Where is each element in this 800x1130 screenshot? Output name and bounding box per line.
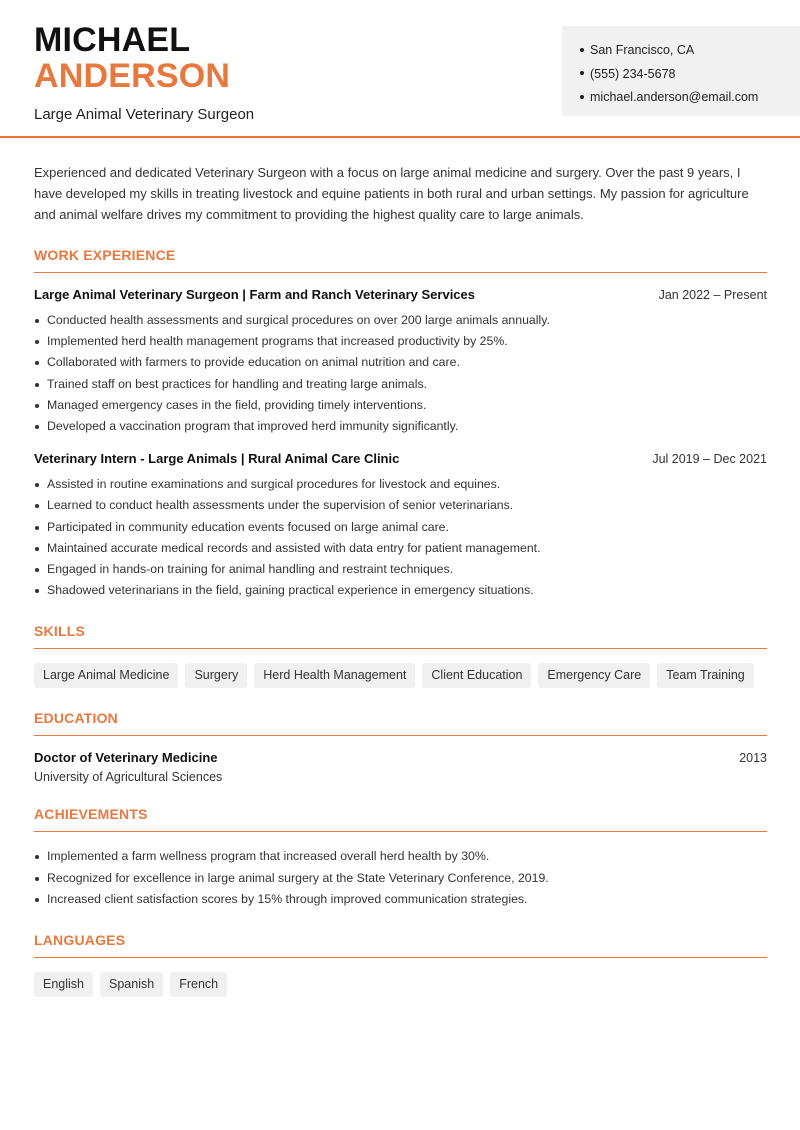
skill-tag: Team Training — [657, 663, 754, 688]
list-item: Increased client satisfaction scores by 15% through improved communication strategies. — [34, 889, 767, 910]
work-experience-list — [34, 287, 767, 601]
resume-body — [34, 162, 767, 997]
contact-location — [580, 39, 800, 63]
list-item: Recognized for excellence in large animal surgery at the State Veterinary Conference, 2019. — [34, 868, 767, 889]
list-item: Maintained accurate medical records and assisted with data entry for patient management. — [34, 538, 767, 559]
skill-tag: Surgery — [185, 663, 247, 688]
section-title-education: EDUCATION — [34, 710, 767, 736]
job-bullets — [34, 310, 767, 437]
phone-text: (555) 234-5678 — [590, 66, 676, 81]
section-title-achievements: ACHIEVEMENTS — [34, 806, 767, 832]
list-item: Engaged in hands-on training for animal handling and restraint techniques. — [34, 559, 767, 580]
job-role: Veterinary Intern - Large Animals | Rural Animal Care Clinic — [34, 451, 400, 467]
job-dates: Jul 2019 – Dec 2021 — [652, 452, 767, 467]
education-year: 2013 — [739, 751, 767, 766]
list-item: Learned to conduct health assessments under the supervision of senior veterinarians. — [34, 495, 767, 516]
bullet-icon — [580, 95, 584, 99]
section-title-work: WORK EXPERIENCE — [34, 247, 767, 273]
language-tag: French — [170, 972, 227, 997]
skill-tag: Emergency Care — [538, 663, 650, 688]
list-item: Collaborated with farmers to provide education on animal nutrition and care. — [34, 352, 767, 373]
list-item: Participated in community education events focused on large animal care. — [34, 517, 767, 538]
job-bullets — [34, 474, 767, 601]
first-name: MICHAEL — [34, 21, 191, 59]
name-block — [34, 22, 254, 123]
list-item: Trained staff on best practices for handling and treating large animals. — [34, 374, 767, 395]
section-title-languages: LANGUAGES — [34, 932, 767, 958]
list-item: Assisted in routine examinations and surgical procedures for livestock and equines. — [34, 474, 767, 495]
location-text: San Francisco, CA — [590, 43, 695, 57]
job-entry — [34, 287, 767, 437]
job-dates: Jan 2022 – Present — [658, 288, 767, 302]
section-title-skills: SKILLS — [34, 623, 767, 649]
contact-box — [562, 26, 800, 116]
list-item: Conducted health assessments and surgical procedures on over 200 large animals annually. — [34, 310, 767, 331]
skill-tag: Herd Health Management — [254, 663, 415, 688]
job-role: Large Animal Veterinary Surgeon | Farm and Ranch Veterinary Services — [34, 287, 475, 302]
contact-email — [580, 86, 800, 110]
list-item: Implemented herd health management programs that increased productivity by 25%. — [34, 331, 767, 352]
languages-list — [34, 972, 767, 997]
education-entry — [34, 750, 767, 765]
list-item: Managed emergency cases in the field, providing timely interventions. — [34, 395, 767, 416]
summary: Experienced and dedicated Veterinary Surgeon with a focus on large animal medicine and surgery. Over the past 9 years, I have developed my skills in treating livestock and equine patients in both rural and urban settings. My passion for agriculture and animal welfare drives my commitment to providing the highest quality care to large animals. — [34, 165, 749, 222]
job-header — [34, 287, 767, 302]
last-name: ANDERSON — [34, 57, 231, 95]
job-title: Large Animal Veterinary Surgeon — [34, 106, 255, 123]
job-header — [34, 451, 767, 466]
job-entry — [34, 451, 767, 601]
education-degree: Doctor of Veterinary Medicine — [34, 750, 218, 766]
skills-list — [34, 663, 767, 688]
education-school: University of Agricultural Sciences — [34, 770, 223, 785]
list-item: Shadowed veterinarians in the field, gaining practical experience in emergency situations. — [34, 580, 767, 601]
resume-header — [0, 0, 800, 138]
email-text: michael.anderson@email.com — [590, 90, 759, 104]
skill-tag: Large Animal Medicine — [34, 663, 178, 688]
bullet-icon — [580, 71, 584, 75]
list-item: Implemented a farm wellness program that increased overall herd health by 30%. — [34, 846, 767, 867]
list-item: Developed a vaccination program that improved herd immunity significantly. — [34, 416, 767, 437]
language-tag: English — [34, 972, 93, 997]
achievements-list — [34, 846, 767, 910]
bullet-icon — [580, 48, 584, 52]
language-tag: Spanish — [100, 972, 163, 997]
skill-tag: Client Education — [422, 663, 531, 688]
contact-phone — [580, 63, 800, 87]
